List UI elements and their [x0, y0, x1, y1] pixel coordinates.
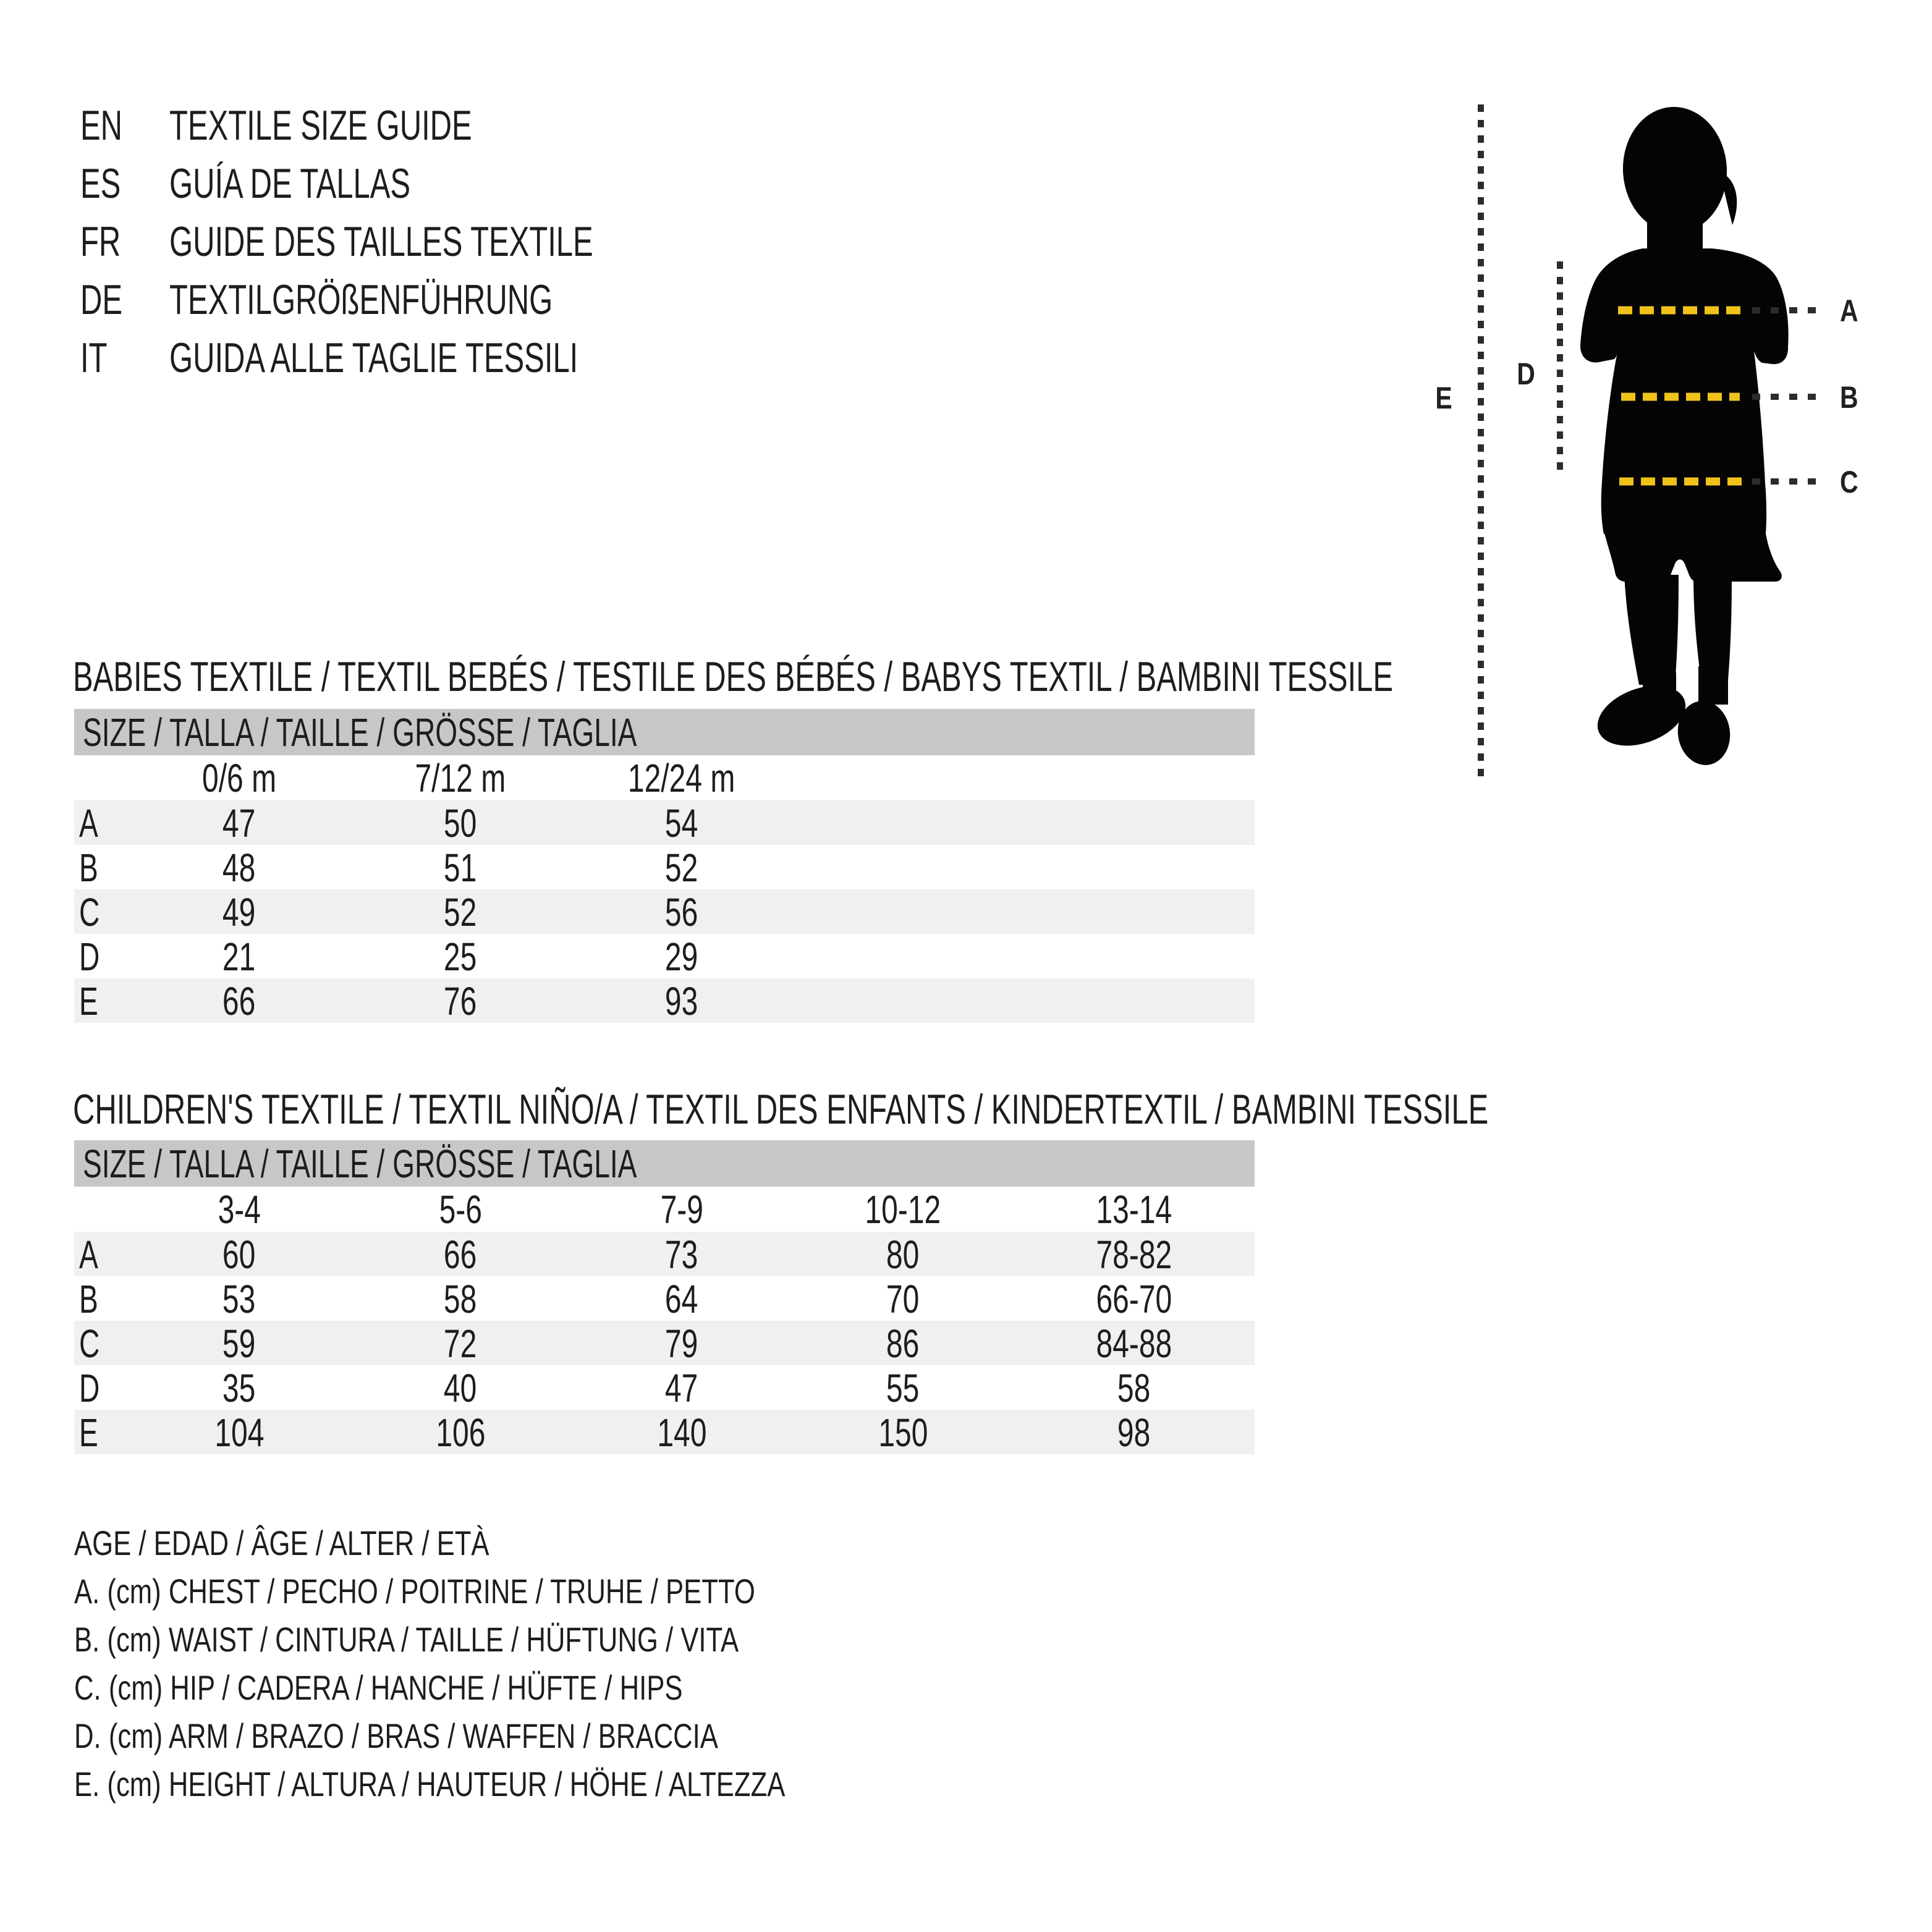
hair-flick [1720, 172, 1737, 225]
value-cell: 21 [222, 934, 256, 979]
row-label: D [79, 934, 100, 979]
value-cell: 140 [656, 1410, 707, 1455]
size-header-text: SIZE / TALLA / TAILLE / GRÖSSE / TAGLIA [83, 1141, 637, 1186]
value-cell: 76 [444, 979, 477, 1023]
table-row-c [74, 889, 1255, 934]
language-title: GUIDE DES TAILLES TEXTILE [169, 218, 593, 265]
row-label: D [79, 1366, 100, 1410]
value-cell: 29 [665, 934, 698, 979]
language-code: DE [80, 276, 123, 323]
legend-waist: B. (cm) WAIST / CINTURA / TAILLE / HÜFTUNG / VITA [74, 1620, 739, 1659]
value-cell: 72 [444, 1321, 477, 1366]
value-cell: 78-82 [1096, 1232, 1172, 1277]
value-cell: 64 [665, 1277, 698, 1321]
value-cell: 106 [435, 1410, 486, 1455]
column-header: 7-9 [660, 1187, 703, 1232]
value-cell: 80 [886, 1232, 920, 1277]
value-cell: 58 [444, 1277, 477, 1321]
value-cell: 53 [222, 1277, 256, 1321]
value-cell: 59 [222, 1321, 256, 1366]
value-cell: 86 [886, 1321, 920, 1366]
babies-column-header-row [74, 755, 1255, 800]
size-header-text: SIZE / TALLA / TAILLE / GRÖSSE / TAGLIA [83, 710, 637, 755]
column-header: 7/12 m [415, 756, 506, 800]
value-cell: 50 [444, 801, 477, 845]
value-cell: 79 [665, 1321, 698, 1366]
legend-age: AGE / EDAD / ÂGE / ALTER / ETÀ [74, 1523, 489, 1562]
table-row-c [74, 1321, 1255, 1365]
language-code: FR [80, 218, 121, 265]
row-label: B [79, 845, 98, 890]
value-cell: 84-88 [1096, 1321, 1172, 1366]
babies-size-table [74, 709, 1255, 1023]
hip-label: C [1840, 465, 1858, 499]
value-cell: 35 [222, 1366, 256, 1410]
column-header: 5-6 [439, 1187, 482, 1232]
row-label: A [79, 801, 98, 845]
language-code: IT [80, 334, 108, 381]
babies-section-title-text: BABIES TEXTILE / TEXTIL BEBÉS / TESTILE DES BÉBÉS / BABYS TEXTIL / BAMBINI TESSILE [73, 653, 1394, 700]
language-row-en [80, 96, 1069, 155]
row-label: C [79, 890, 100, 934]
value-cell: 93 [665, 979, 698, 1023]
language-row-es [80, 155, 1069, 213]
children-size-header-band [74, 1140, 1255, 1187]
waist-label: B [1840, 380, 1858, 415]
children-column-header-row [74, 1187, 1255, 1232]
column-header: 10-12 [865, 1187, 941, 1232]
value-cell: 150 [878, 1410, 928, 1455]
height-label: E [1435, 381, 1452, 415]
babies-section-title [73, 648, 1907, 706]
chest-label: A [1840, 294, 1858, 328]
language-code: EN [80, 102, 123, 149]
value-cell: 52 [665, 845, 698, 890]
value-cell: 70 [886, 1277, 920, 1321]
language-title-block [80, 96, 1069, 387]
row-label: E [79, 1410, 98, 1455]
legend-height: E. (cm) HEIGHT / ALTURA / HAUTEUR / HÖHE / ALTEZZA [74, 1765, 786, 1803]
language-title: TEXTILGRÖßENFÜHRUNG [169, 276, 553, 323]
value-cell: 73 [665, 1232, 698, 1277]
legend-arm: D. (cm) ARM / BRAZO / BRAS / WAFFEN / BRACCIA [74, 1716, 718, 1755]
children-size-table [74, 1140, 1255, 1454]
legend-hip: C. (cm) HIP / CADERA / HANCHE / HÜFTE / HIPS [74, 1668, 683, 1707]
value-cell: 60 [222, 1232, 256, 1277]
language-title: TEXTILE SIZE GUIDE [169, 102, 472, 149]
table-row-b [74, 845, 1255, 889]
value-cell: 25 [444, 934, 477, 979]
column-header: 12/24 m [628, 756, 735, 800]
value-cell: 98 [1117, 1410, 1151, 1455]
value-cell: 47 [665, 1366, 698, 1410]
value-cell: 66 [444, 1232, 477, 1277]
value-cell: 104 [214, 1410, 265, 1455]
value-cell: 49 [222, 890, 256, 934]
table-row-a [74, 800, 1255, 845]
table-row-d [74, 934, 1255, 978]
value-cell: 47 [222, 801, 256, 845]
table-row-b [74, 1276, 1255, 1321]
value-cell: 55 [886, 1366, 920, 1410]
language-title: GUIDA ALLE TAGLIE TESSILI [169, 334, 578, 381]
value-cell: 66 [222, 979, 256, 1023]
value-cell: 56 [665, 890, 698, 934]
value-cell: 48 [222, 845, 256, 890]
legend-chest: A. (cm) CHEST / PECHO / POITRINE / TRUHE / PETTO [74, 1572, 755, 1611]
table-row-d [74, 1365, 1255, 1410]
arm-label: D [1517, 357, 1535, 391]
babies-size-header-band [74, 709, 1255, 755]
column-header: 13-14 [1096, 1187, 1172, 1232]
table-row-e [74, 978, 1255, 1023]
value-cell: 52 [444, 890, 477, 934]
language-title: GUÍA DE TALLAS [169, 160, 411, 207]
language-row-it [80, 329, 1069, 387]
value-cell: 40 [444, 1366, 477, 1410]
measurement-legend [74, 1519, 986, 1808]
language-row-de [80, 271, 1069, 329]
row-label: B [79, 1277, 98, 1321]
column-header: 3-4 [218, 1187, 261, 1232]
table-row-a [74, 1232, 1255, 1276]
table-row-e [74, 1410, 1255, 1454]
children-section-title-text: CHILDREN'S TEXTILE / TEXTIL NIÑO/A / TEXTIL DES ENFANTS / KINDERTEXTIL / BAMBINI TESSILE [73, 1086, 1489, 1133]
language-code: ES [80, 160, 121, 207]
row-label: C [79, 1321, 100, 1366]
children-section-title [73, 1080, 1932, 1138]
language-row-fr [80, 213, 1069, 271]
value-cell: 66-70 [1096, 1277, 1172, 1321]
value-cell: 54 [665, 801, 698, 845]
row-label: A [79, 1232, 98, 1277]
value-cell: 51 [444, 845, 477, 890]
row-label: E [79, 979, 98, 1023]
value-cell: 58 [1117, 1366, 1151, 1410]
column-header: 0/6 m [201, 756, 277, 800]
